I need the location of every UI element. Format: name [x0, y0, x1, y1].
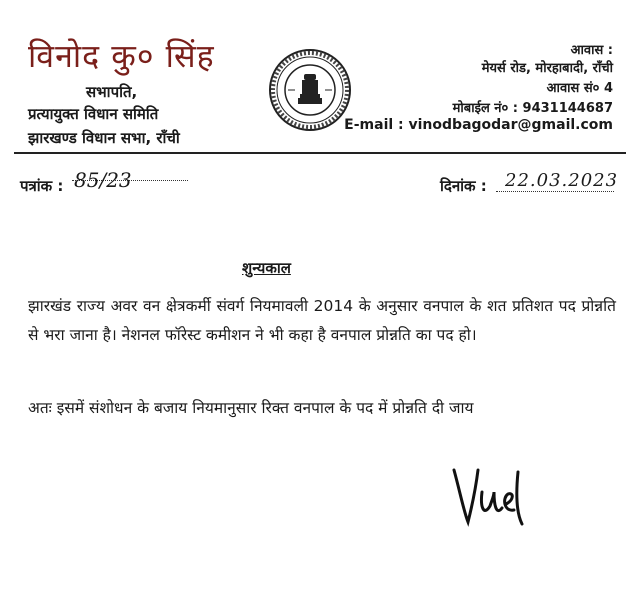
reference-label: पत्रांक : — [20, 177, 64, 195]
letterhead-committee: प्रत्यायुक्त विधान समिति — [28, 105, 159, 123]
body-paragraph-2: अतः इसमें संशोधन के बजाय नियमानुसार रिक्त वनपाल के पद में प्रोन्नति दी जाय — [28, 399, 474, 417]
handwritten-signature — [450, 462, 530, 532]
date-label: दिनांक : — [440, 177, 487, 195]
subject-heading: शुन्यकाल — [242, 259, 291, 277]
date-value: 22.03.2023 — [505, 170, 619, 191]
address-line-1: मेयर्स रोड, मोरहाबादी, राँची — [481, 61, 613, 76]
body-paragraph-1: झारखंड राज्य अवर वन क्षेत्रकर्मी संवर्ग नियमावली 2014 के अनुसार वनपाल के शत प्रतिशत पद प्रोन्नति से भरा जाना है। नेशनल फॉरेस्ट कमीशन ने भी कहा है वनपाल प्रोन्नति का पद हो। — [28, 297, 616, 344]
mobile-number: मोबाईल नं० : 9431144687 — [452, 101, 613, 116]
letterhead-assembly: झारखण्ड विधान सभा, राँची — [28, 129, 180, 147]
reference-number: 85/23 — [74, 168, 132, 192]
letterhead-name: विनोद कु० सिंह — [28, 37, 215, 75]
emblem-seal-icon — [268, 48, 352, 132]
address-line-2: आवास सं० 4 — [546, 81, 613, 96]
letterhead-designation: सभापति, — [86, 83, 138, 101]
address-label: आवास : — [570, 43, 613, 58]
date-dotted-line — [496, 191, 614, 192]
email-address: E-mail : vinodbagodar@gmail.com — [344, 117, 613, 133]
letterhead-divider — [14, 152, 626, 154]
